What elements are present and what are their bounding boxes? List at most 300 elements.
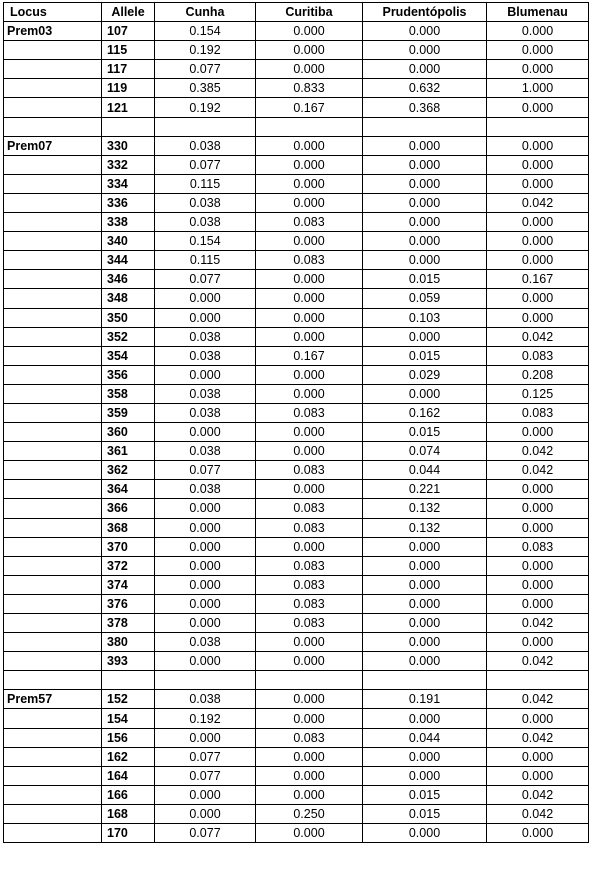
curitiba-cell: 0.000: [256, 824, 363, 843]
blumenau-cell: 0.000: [487, 766, 589, 785]
allele-cell: 107: [102, 22, 155, 41]
blumenau-cell: 0.000: [487, 98, 589, 117]
allele-cell: 361: [102, 442, 155, 461]
table-row: [4, 804, 589, 823]
curitiba-cell: 0.000: [256, 327, 363, 346]
curitiba-cell: 0.167: [256, 346, 363, 365]
locus-cell: [4, 461, 102, 480]
curitiba-cell: 0.083: [256, 594, 363, 613]
header-curitiba: Curitiba: [256, 3, 363, 22]
curitiba-cell: 0.083: [256, 499, 363, 518]
blumenau-cell: 0.042: [487, 193, 589, 212]
blumenau-cell: 0.000: [487, 174, 589, 193]
curitiba-cell: 0.000: [256, 633, 363, 652]
prudentopolis-cell: 0.000: [363, 384, 487, 403]
table-row: [4, 480, 589, 499]
header-allele: Allele: [102, 3, 155, 22]
cunha-cell: 0.385: [155, 79, 256, 98]
cunha-cell: 0.000: [155, 614, 256, 633]
blumenau-cell: 0.000: [487, 232, 589, 251]
blumenau-cell: 0.000: [487, 213, 589, 232]
table-row: [4, 709, 589, 728]
curitiba-cell: 0.000: [256, 232, 363, 251]
prudentopolis-cell: 0.015: [363, 346, 487, 365]
prudentopolis-cell: 0.103: [363, 308, 487, 327]
locus-cell: Prem03: [4, 22, 102, 41]
table-row: [4, 41, 589, 60]
allele-frequency-table-container: [3, 2, 589, 843]
prudentopolis-cell: 0.015: [363, 785, 487, 804]
header-locus: Locus: [4, 3, 102, 22]
prudentopolis-cell: 0.000: [363, 174, 487, 193]
locus-cell: [4, 174, 102, 193]
allele-cell: 334: [102, 174, 155, 193]
allele-cell: 352: [102, 327, 155, 346]
locus-cell: [4, 766, 102, 785]
table-row: [4, 423, 589, 442]
blumenau-cell: 0.042: [487, 461, 589, 480]
curitiba-cell: 0.000: [256, 174, 363, 193]
cunha-cell: 0.154: [155, 232, 256, 251]
allele-cell: 366: [102, 499, 155, 518]
blumenau-cell: 0.000: [487, 289, 589, 308]
table-row: [4, 575, 589, 594]
prudentopolis-cell: 0.000: [363, 537, 487, 556]
allele-cell: 362: [102, 461, 155, 480]
locus-cell: [4, 728, 102, 747]
blumenau-cell: [487, 117, 589, 136]
table-row: [4, 671, 589, 690]
blumenau-cell: 0.000: [487, 251, 589, 270]
curitiba-cell: 0.083: [256, 556, 363, 575]
cunha-cell: 0.000: [155, 785, 256, 804]
cunha-cell: [155, 671, 256, 690]
table-row: [4, 193, 589, 212]
locus-cell: [4, 480, 102, 499]
table-row: [4, 824, 589, 843]
locus-cell: [4, 251, 102, 270]
allele-cell: 359: [102, 403, 155, 422]
table-row: [4, 308, 589, 327]
table-row: [4, 728, 589, 747]
table-row: [4, 594, 589, 613]
allele-cell: 119: [102, 79, 155, 98]
allele-cell: 340: [102, 232, 155, 251]
prudentopolis-cell: 0.000: [363, 327, 487, 346]
curitiba-cell: 0.250: [256, 804, 363, 823]
blumenau-cell: 0.042: [487, 804, 589, 823]
prudentopolis-cell: 0.632: [363, 79, 487, 98]
cunha-cell: 0.038: [155, 193, 256, 212]
table-header: [4, 3, 589, 22]
prudentopolis-cell: 0.000: [363, 824, 487, 843]
allele-cell: 376: [102, 594, 155, 613]
header-prudentopolis: Prudentópolis: [363, 3, 487, 22]
curitiba-cell: 0.000: [256, 537, 363, 556]
table-row: [4, 213, 589, 232]
table-row: [4, 117, 589, 136]
prudentopolis-cell: 0.000: [363, 213, 487, 232]
allele-cell: 354: [102, 346, 155, 365]
allele-cell: 121: [102, 98, 155, 117]
locus-cell: [4, 384, 102, 403]
blumenau-cell: 0.167: [487, 270, 589, 289]
prudentopolis-cell: 0.015: [363, 423, 487, 442]
locus-cell: [4, 232, 102, 251]
table-row: [4, 403, 589, 422]
prudentopolis-cell: 0.000: [363, 633, 487, 652]
curitiba-cell: 0.000: [256, 766, 363, 785]
cunha-cell: 0.000: [155, 518, 256, 537]
blumenau-cell: 0.042: [487, 785, 589, 804]
locus-cell: [4, 785, 102, 804]
curitiba-cell: 0.000: [256, 155, 363, 174]
cunha-cell: 0.038: [155, 346, 256, 365]
allele-cell: 117: [102, 60, 155, 79]
table-row: [4, 461, 589, 480]
allele-cell: 344: [102, 251, 155, 270]
header-row: [4, 3, 589, 22]
table-row: [4, 652, 589, 671]
table-row: [4, 79, 589, 98]
table-row: [4, 136, 589, 155]
locus-cell: [4, 98, 102, 117]
locus-cell: [4, 518, 102, 537]
prudentopolis-cell: 0.368: [363, 98, 487, 117]
header-cunha: Cunha: [155, 3, 256, 22]
curitiba-cell: [256, 117, 363, 136]
cunha-cell: [155, 117, 256, 136]
cunha-cell: 0.038: [155, 690, 256, 709]
allele-cell: 168: [102, 804, 155, 823]
allele-cell: 154: [102, 709, 155, 728]
prudentopolis-cell: 0.074: [363, 442, 487, 461]
allele-cell: 356: [102, 365, 155, 384]
cunha-cell: 0.000: [155, 556, 256, 575]
table-body: [4, 22, 589, 843]
curitiba-cell: 0.083: [256, 461, 363, 480]
prudentopolis-cell: 0.000: [363, 136, 487, 155]
curitiba-cell: 0.000: [256, 423, 363, 442]
curitiba-cell: 0.083: [256, 213, 363, 232]
blumenau-cell: 0.000: [487, 633, 589, 652]
cunha-cell: 0.038: [155, 403, 256, 422]
locus-cell: [4, 423, 102, 442]
table-row: [4, 614, 589, 633]
allele-cell: 156: [102, 728, 155, 747]
curitiba-cell: 0.000: [256, 60, 363, 79]
cunha-cell: 0.000: [155, 308, 256, 327]
curitiba-cell: 0.083: [256, 251, 363, 270]
cunha-cell: 0.115: [155, 251, 256, 270]
locus-cell: [4, 614, 102, 633]
prudentopolis-cell: 0.000: [363, 709, 487, 728]
cunha-cell: 0.077: [155, 155, 256, 174]
locus-cell: [4, 327, 102, 346]
cunha-cell: 0.077: [155, 824, 256, 843]
table-row: [4, 174, 589, 193]
blumenau-cell: 0.083: [487, 537, 589, 556]
locus-cell: [4, 155, 102, 174]
curitiba-cell: 0.000: [256, 270, 363, 289]
blumenau-cell: 0.000: [487, 824, 589, 843]
prudentopolis-cell: 0.000: [363, 193, 487, 212]
locus-cell: [4, 442, 102, 461]
prudentopolis-cell: 0.000: [363, 251, 487, 270]
curitiba-cell: 0.833: [256, 79, 363, 98]
table-row: [4, 251, 589, 270]
cunha-cell: 0.154: [155, 22, 256, 41]
table-row: [4, 442, 589, 461]
curitiba-cell: 0.000: [256, 365, 363, 384]
curitiba-cell: 0.000: [256, 785, 363, 804]
curitiba-cell: 0.000: [256, 136, 363, 155]
prudentopolis-cell: 0.044: [363, 461, 487, 480]
allele-frequency-table: [3, 2, 589, 843]
curitiba-cell: 0.083: [256, 614, 363, 633]
blumenau-cell: 0.000: [487, 556, 589, 575]
cunha-cell: 0.000: [155, 289, 256, 308]
allele-cell: [102, 117, 155, 136]
locus-cell: [4, 346, 102, 365]
allele-cell: 170: [102, 824, 155, 843]
curitiba-cell: 0.000: [256, 384, 363, 403]
table-row: [4, 365, 589, 384]
prudentopolis-cell: 0.000: [363, 41, 487, 60]
blumenau-cell: 0.000: [487, 423, 589, 442]
allele-cell: 166: [102, 785, 155, 804]
prudentopolis-cell: 0.162: [363, 403, 487, 422]
table-row: [4, 327, 589, 346]
prudentopolis-cell: 0.000: [363, 22, 487, 41]
curitiba-cell: 0.167: [256, 98, 363, 117]
curitiba-cell: [256, 671, 363, 690]
curitiba-cell: 0.000: [256, 442, 363, 461]
table-row: [4, 690, 589, 709]
allele-cell: 115: [102, 41, 155, 60]
table-row: [4, 384, 589, 403]
cunha-cell: 0.000: [155, 594, 256, 613]
prudentopolis-cell: 0.015: [363, 804, 487, 823]
allele-cell: 358: [102, 384, 155, 403]
table-row: [4, 346, 589, 365]
locus-cell: [4, 41, 102, 60]
blumenau-cell: [487, 671, 589, 690]
blumenau-cell: 0.083: [487, 403, 589, 422]
cunha-cell: 0.038: [155, 327, 256, 346]
locus-cell: [4, 270, 102, 289]
cunha-cell: 0.192: [155, 41, 256, 60]
cunha-cell: 0.000: [155, 804, 256, 823]
prudentopolis-cell: 0.000: [363, 766, 487, 785]
blumenau-cell: 0.000: [487, 155, 589, 174]
allele-cell: 360: [102, 423, 155, 442]
table-row: [4, 270, 589, 289]
prudentopolis-cell: [363, 117, 487, 136]
cunha-cell: 0.115: [155, 174, 256, 193]
table-row: [4, 747, 589, 766]
curitiba-cell: 0.083: [256, 728, 363, 747]
locus-cell: [4, 289, 102, 308]
table-row: [4, 633, 589, 652]
cunha-cell: 0.000: [155, 423, 256, 442]
blumenau-cell: 0.042: [487, 728, 589, 747]
cunha-cell: 0.077: [155, 766, 256, 785]
locus-cell: [4, 79, 102, 98]
table-row: [4, 518, 589, 537]
table-row: [4, 499, 589, 518]
cunha-cell: 0.192: [155, 98, 256, 117]
curitiba-cell: 0.000: [256, 709, 363, 728]
cunha-cell: 0.000: [155, 652, 256, 671]
allele-cell: 393: [102, 652, 155, 671]
prudentopolis-cell: 0.000: [363, 60, 487, 79]
blumenau-cell: 0.042: [487, 442, 589, 461]
curitiba-cell: 0.000: [256, 747, 363, 766]
locus-cell: [4, 633, 102, 652]
prudentopolis-cell: 0.000: [363, 594, 487, 613]
blumenau-cell: 0.042: [487, 614, 589, 633]
table-row: [4, 556, 589, 575]
allele-cell: 368: [102, 518, 155, 537]
blumenau-cell: 0.125: [487, 384, 589, 403]
blumenau-cell: 0.000: [487, 594, 589, 613]
curitiba-cell: 0.083: [256, 575, 363, 594]
curitiba-cell: 0.000: [256, 308, 363, 327]
allele-cell: [102, 671, 155, 690]
cunha-cell: 0.000: [155, 537, 256, 556]
blumenau-cell: 0.000: [487, 518, 589, 537]
table-row: [4, 60, 589, 79]
allele-cell: 332: [102, 155, 155, 174]
prudentopolis-cell: 0.000: [363, 556, 487, 575]
locus-cell: [4, 575, 102, 594]
cunha-cell: 0.192: [155, 709, 256, 728]
cunha-cell: 0.038: [155, 633, 256, 652]
allele-cell: 152: [102, 690, 155, 709]
prudentopolis-cell: 0.191: [363, 690, 487, 709]
blumenau-cell: 0.000: [487, 41, 589, 60]
locus-cell: [4, 537, 102, 556]
table-row: [4, 537, 589, 556]
curitiba-cell: 0.000: [256, 41, 363, 60]
blumenau-cell: 0.000: [487, 136, 589, 155]
prudentopolis-cell: 0.059: [363, 289, 487, 308]
locus-cell: [4, 60, 102, 79]
cunha-cell: 0.038: [155, 136, 256, 155]
allele-cell: 330: [102, 136, 155, 155]
blumenau-cell: 0.000: [487, 575, 589, 594]
cunha-cell: 0.077: [155, 60, 256, 79]
cunha-cell: 0.077: [155, 270, 256, 289]
allele-cell: 338: [102, 213, 155, 232]
blumenau-cell: 0.000: [487, 709, 589, 728]
cunha-cell: 0.000: [155, 499, 256, 518]
table-row: [4, 98, 589, 117]
locus-cell: [4, 804, 102, 823]
allele-cell: 346: [102, 270, 155, 289]
prudentopolis-cell: 0.000: [363, 232, 487, 251]
curitiba-cell: 0.000: [256, 289, 363, 308]
blumenau-cell: 0.042: [487, 327, 589, 346]
locus-cell: Prem57: [4, 690, 102, 709]
prudentopolis-cell: 0.000: [363, 652, 487, 671]
header-blumenau: Blumenau: [487, 3, 589, 22]
blumenau-cell: 0.000: [487, 308, 589, 327]
allele-cell: 162: [102, 747, 155, 766]
prudentopolis-cell: 0.132: [363, 518, 487, 537]
prudentopolis-cell: 0.000: [363, 575, 487, 594]
allele-cell: 372: [102, 556, 155, 575]
blumenau-cell: 0.042: [487, 690, 589, 709]
prudentopolis-cell: 0.029: [363, 365, 487, 384]
blumenau-cell: 0.000: [487, 480, 589, 499]
locus-cell: [4, 671, 102, 690]
allele-cell: 370: [102, 537, 155, 556]
allele-cell: 164: [102, 766, 155, 785]
prudentopolis-cell: 0.132: [363, 499, 487, 518]
locus-cell: [4, 747, 102, 766]
allele-cell: 364: [102, 480, 155, 499]
table-row: [4, 22, 589, 41]
curitiba-cell: 0.083: [256, 518, 363, 537]
allele-cell: 380: [102, 633, 155, 652]
allele-cell: 350: [102, 308, 155, 327]
allele-cell: 348: [102, 289, 155, 308]
prudentopolis-cell: 0.000: [363, 747, 487, 766]
cunha-cell: 0.000: [155, 728, 256, 747]
prudentopolis-cell: 0.015: [363, 270, 487, 289]
cunha-cell: 0.038: [155, 442, 256, 461]
table-row: [4, 289, 589, 308]
blumenau-cell: 0.000: [487, 60, 589, 79]
locus-cell: [4, 594, 102, 613]
blumenau-cell: 0.000: [487, 22, 589, 41]
prudentopolis-cell: 0.000: [363, 155, 487, 174]
cunha-cell: 0.000: [155, 365, 256, 384]
cunha-cell: 0.000: [155, 575, 256, 594]
blumenau-cell: 0.042: [487, 652, 589, 671]
table-row: [4, 766, 589, 785]
locus-cell: [4, 556, 102, 575]
locus-cell: [4, 193, 102, 212]
locus-cell: [4, 308, 102, 327]
locus-cell: [4, 824, 102, 843]
cunha-cell: 0.038: [155, 480, 256, 499]
curitiba-cell: 0.000: [256, 480, 363, 499]
prudentopolis-cell: 0.221: [363, 480, 487, 499]
blumenau-cell: 1.000: [487, 79, 589, 98]
prudentopolis-cell: [363, 671, 487, 690]
blumenau-cell: 0.000: [487, 747, 589, 766]
allele-cell: 378: [102, 614, 155, 633]
cunha-cell: 0.077: [155, 461, 256, 480]
cunha-cell: 0.038: [155, 384, 256, 403]
cunha-cell: 0.077: [155, 747, 256, 766]
locus-cell: [4, 403, 102, 422]
locus-cell: Prem07: [4, 136, 102, 155]
curitiba-cell: 0.083: [256, 403, 363, 422]
blumenau-cell: 0.083: [487, 346, 589, 365]
prudentopolis-cell: 0.000: [363, 614, 487, 633]
table-row: [4, 155, 589, 174]
blumenau-cell: 0.000: [487, 499, 589, 518]
locus-cell: [4, 499, 102, 518]
locus-cell: [4, 365, 102, 384]
prudentopolis-cell: 0.044: [363, 728, 487, 747]
allele-cell: 336: [102, 193, 155, 212]
curitiba-cell: 0.000: [256, 690, 363, 709]
